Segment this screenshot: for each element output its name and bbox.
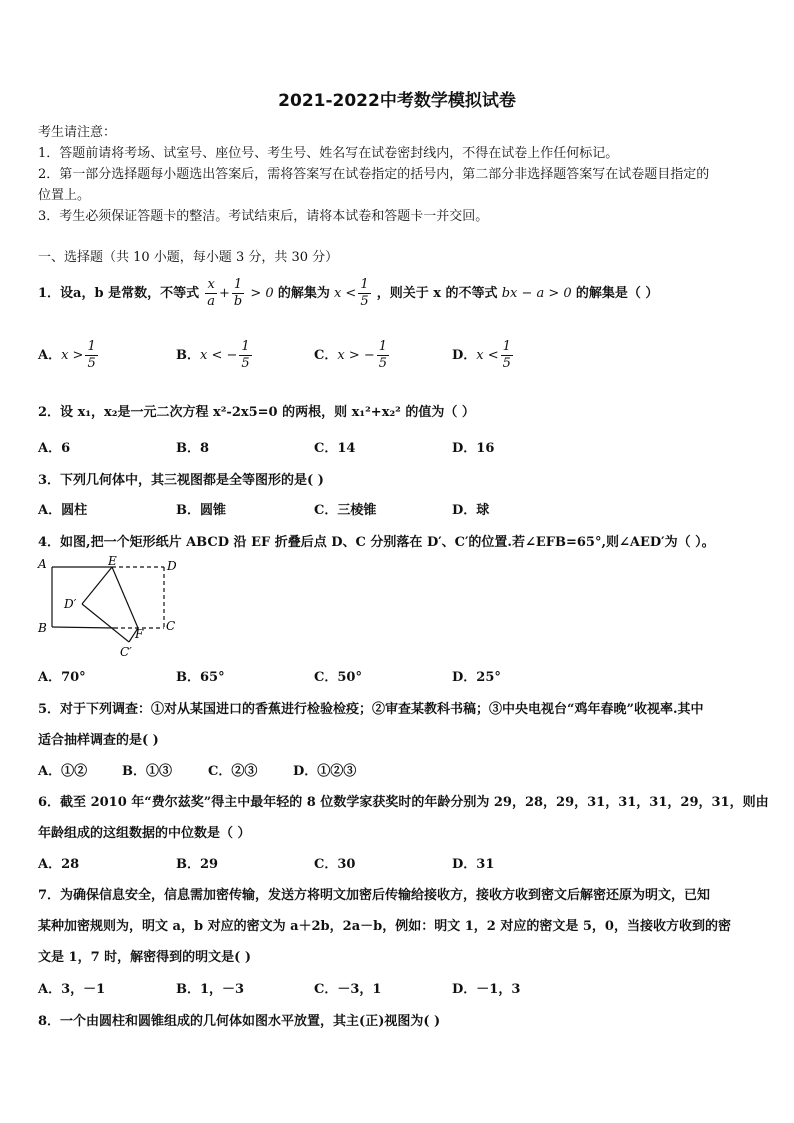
q1-plus: + (219, 286, 230, 301)
question-2: 2．设 x₁，x₂是一元二次方程 x²-2x5=0 的两根，则 x₁²+x₂² 的值为（ ） (38, 405, 475, 420)
q1-gt-zero: > 0 (250, 286, 274, 301)
q6-option-a[interactable]: A．28 (38, 857, 80, 872)
q4-option-a[interactable]: A．70° (38, 670, 86, 685)
notice-heading: 考生请注意： (38, 125, 117, 140)
q6-option-d[interactable]: D．31 (452, 857, 495, 872)
label-b: B (38, 621, 47, 635)
label-f: F (135, 627, 144, 641)
q2-option-b[interactable]: B．8 (176, 441, 210, 456)
page-title: 2021-2022中考数学模拟试卷 (278, 91, 516, 111)
label-e: E (108, 556, 117, 568)
q1-fraction-1-b: $\frac{1}{b}$ (233, 277, 243, 309)
q1-option-d[interactable]: D．x < $\frac{1}{5}$ (452, 339, 511, 371)
q4-option-b[interactable]: B．65° (176, 670, 225, 685)
label-a: A (38, 557, 47, 571)
q4-option-c[interactable]: C．50° (314, 670, 362, 685)
q5-option-c[interactable]: C．②③ (208, 764, 258, 779)
q3-option-c[interactable]: C．三棱锥 (314, 503, 377, 518)
q1-expression: bx − a > 0 (501, 286, 572, 301)
q1-text-3: ，则关于 x 的不等式 (376, 286, 498, 301)
question-7-line-3: 文是 1，7 时，解密得到的明文是( ) (38, 950, 251, 965)
q3-option-a[interactable]: A．圆柱 (38, 503, 88, 518)
q1-text-1: 1．设a，b 是常数，不等式 (38, 286, 200, 301)
q7-option-c[interactable]: C．－3，1 (314, 982, 382, 997)
label-d-prime: D′ (64, 597, 77, 611)
q5-option-b[interactable]: B．①③ (122, 764, 172, 779)
question-4: 4．如图,把一个矩形纸片 ABCD 沿 EF 折叠后点 D、C 分别落在 D′、C′的位置.若∠EFB=65°,则∠AED′为（ ）。 (38, 535, 715, 550)
q6-option-c[interactable]: C．30 (314, 857, 356, 872)
q1-text-4: 的解集是（ ） (575, 286, 659, 301)
section-heading: 一、选择题（共 10 小题，每小题 3 分，共 30 分） (38, 250, 339, 265)
q3-option-b[interactable]: B．圆锥 (176, 503, 226, 518)
q1-fraction-x-a: $\frac{x}{a}$ (207, 277, 215, 309)
q2-option-a[interactable]: A．6 (38, 441, 71, 456)
question-6-line-1: 6．截至 2010 年“费尔兹奖”得主中最年轻的 8 位数学家获奖时的年龄分别为 29，28，29，31，31，31，29，31，则由 (38, 795, 769, 810)
q2-option-d[interactable]: D．16 (452, 441, 495, 456)
q4-option-d[interactable]: D．25° (452, 670, 501, 685)
label-c-prime: C′ (120, 645, 132, 659)
q1-option-c[interactable]: C．x > − $\frac{1}{5}$ (314, 339, 388, 371)
notice-item-1: 1．答题前请将考场、试室号、座位号、考生号、姓名写在试卷密封线内，不得在试卷上作任何标记。 (38, 146, 619, 161)
q5-option-d[interactable]: D．①②③ (293, 764, 357, 779)
q7-option-d[interactable]: D．－1，3 (452, 982, 521, 997)
label-c: C (166, 619, 176, 633)
question-8: 8．一个由圆柱和圆锥组成的几何体如图水平放置，其主(正)视图为( ) (38, 1014, 441, 1029)
q1-fraction-1-5: $\frac{1}{5}$ (360, 277, 369, 309)
q1-text-2: 的解集为 (277, 286, 330, 301)
label-d: D (167, 559, 177, 573)
q7-option-a[interactable]: A．3，－1 (38, 982, 106, 997)
q1-x-lt: x < (333, 286, 357, 301)
notice-item-2: 2．第一部分选择题每小题选出答案后，需将答案写在试卷指定的括号内，第二部分非选择题答案写在试卷题目指定的 (38, 167, 710, 182)
notice-item-3: 3．考生必须保证答题卡的整洁。考试结束后，请将本试卷和答题卡一并交回。 (38, 209, 489, 224)
q2-option-c[interactable]: C．14 (314, 441, 356, 456)
question-5-line-1: 5．对于下列调查：①对从某国进口的香蕉进行检验检疫；②审查某教科书稿；③中央电视台“鸡年春晚”收视率.其中 (38, 702, 704, 717)
question-7-line-1: 7．为确保信息安全，信息需加密传输，发送方将明文加密后传输给接收方，接收方收到密文后解密还原为明文，已知 (38, 888, 711, 903)
q4-fold-figure (36, 556, 186, 662)
q6-option-b[interactable]: B．29 (176, 857, 219, 872)
question-3: 3．下列几何体中，其三视图都是全等图形的是( ) (38, 473, 324, 488)
notice-item-2-cont: 位置上。 (38, 188, 91, 203)
question-1 (38, 276, 658, 312)
q1-option-a[interactable]: A．x > $\frac{1}{5}$ (38, 339, 96, 371)
q5-option-a[interactable]: A．①② (38, 764, 88, 779)
q7-option-b[interactable]: B．1，－3 (176, 982, 245, 997)
question-7-line-2: 某种加密规则为，明文 a，b 对应的密文为 a＋2b，2a－b，例如：明文 1，2 对应的密文是 5，0，当接收方收到的密 (38, 919, 731, 934)
q1-option-b[interactable]: B．x < − $\frac{1}{5}$ (176, 339, 250, 371)
q3-option-d[interactable]: D．球 (452, 503, 490, 518)
question-5-line-2: 适合抽样调查的是( ) (38, 733, 159, 748)
question-6-line-2: 年龄组成的这组数据的中位数是（ ） (38, 826, 251, 841)
